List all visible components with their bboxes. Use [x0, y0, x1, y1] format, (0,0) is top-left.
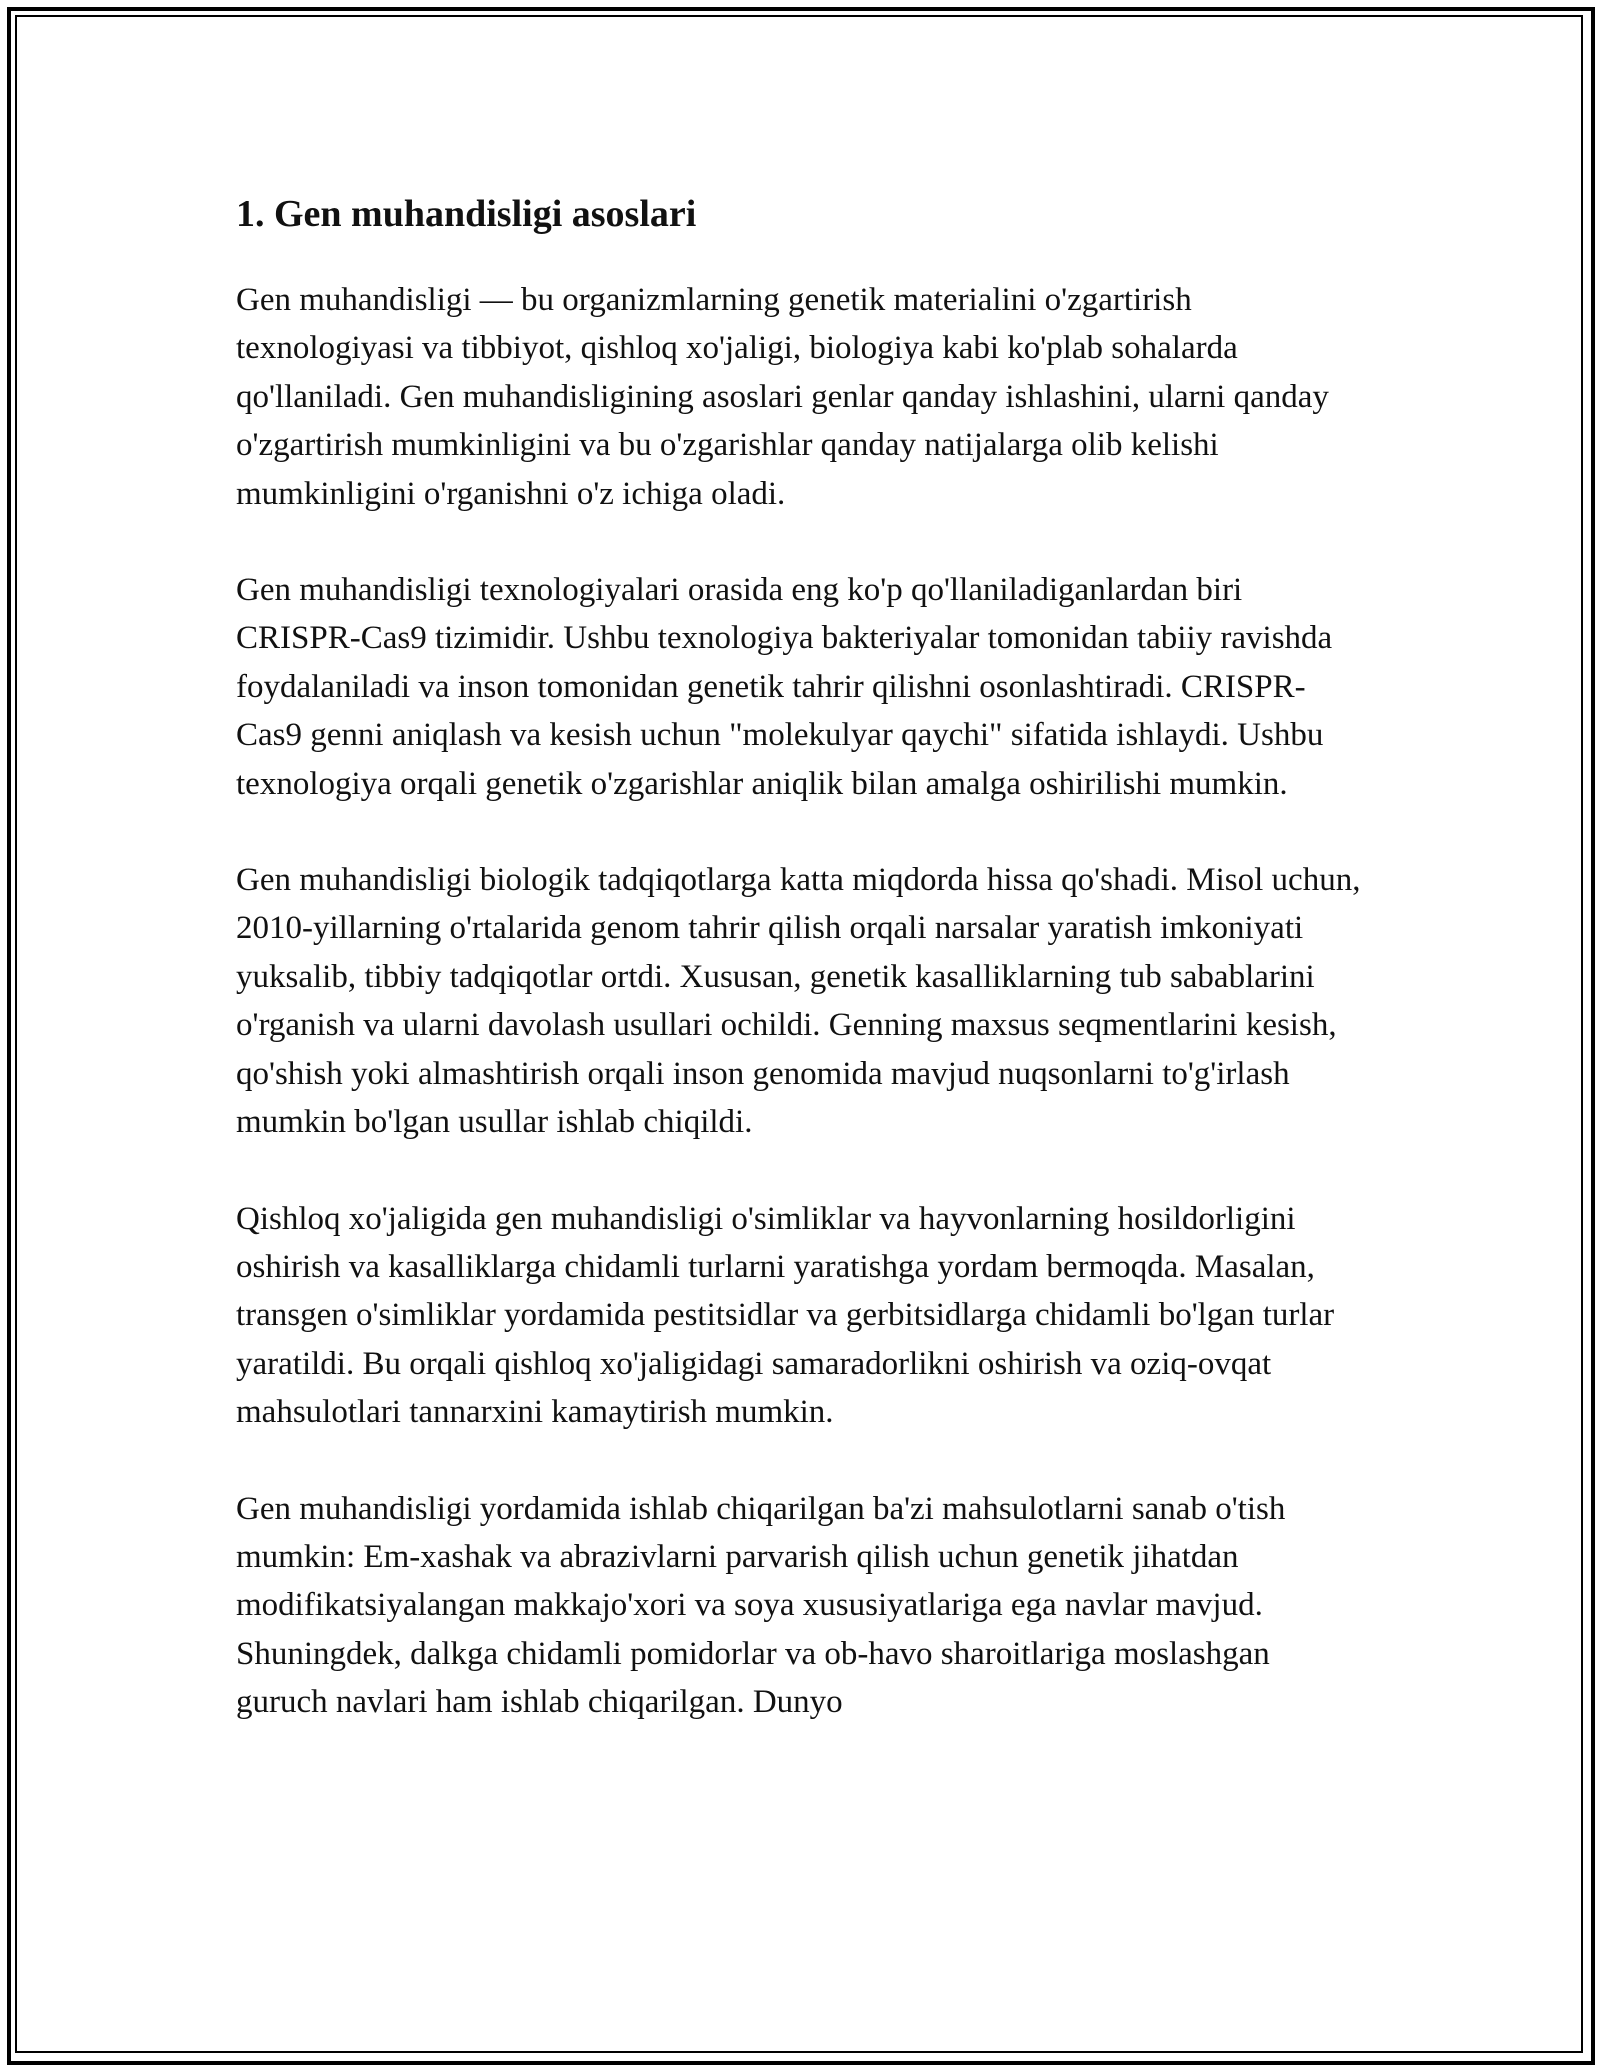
paragraph-1: Gen muhandisligi — bu organizmlarning genetik materialini o'zgartirish texnologiyasi va tibbiyot, qishloq xo'jaligi, biologiya kabi ko'plab sohalarda qo'llaniladi. Gen muhandisligining asoslari genlar qanday ishlashini, ularni qanday o'zgartirish mumkinligini va bu o'zgarishlar qanday natijalarga olib kelishi mumkinligini o'rganishni o'z ichiga oladi.	[236, 282, 1329, 512]
document-body	[236, 184, 1366, 1775]
paragraph-4: Qishloq xo'jaligida gen muhandisligi o'simliklar va hayvonlarning hosildorligini oshirish va kasalliklarga chidamli turlarni yaratishga yordam bermoqda. Masalan, transgen o'simliklar yordamida pestitsidlar va gerbitsidlarga chidamli bo'lgan turlar yaratildi. Bu orqali qishloq xo'jaligidagi samaradorlikni oshirish va oziq-ovqat mahsulotlari tannarxini kamaytirish mumkin.	[236, 1200, 1335, 1431]
paragraph-5: Gen muhandisligi yordamida ishlab chiqarilgan ba'zi mahsulotlarni sanab o'tish mumkin: Em-xashak va abrazivlarni parvarish qilish uchun genetik jihatdan modifikatsiyalangan makkajo'xori va soya xususiyatlariga ega navlar mavjud. Shuningdek, dalkga chidamli pomidorlar va ob-havo sharoitlariga moslashgan guruch navlari ham ishlab chiqarilgan. Dunyo	[236, 1490, 1286, 1721]
section-heading: 1. Gen muhandisligi asoslari	[236, 193, 697, 235]
paragraph-3: Gen muhandisligi biologik tadqiqotlarga katta miqdorda hissa qo'shadi. Misol uchun, 2010-yillarning o'rtalarida genom tahrir qilish orqali narsalar yaratish imkoniyati yuksalib, tibbiy tadqiqotlar ortdi. Xususan, genetik kasalliklarning tub sabablarini o'rganish va ularni davolash usullari ochildi. Genning maxsus seqmentlarini kesish, qo'shish yoki almashtirish orqali inson genomida mavjud nuqsonlarni to'g'irlash mumkin bo'lgan usullar ishlab chiqildi.	[236, 862, 1361, 1141]
paragraph-2: Gen muhandisligi texnologiyalari orasida eng ko'p qo'llaniladiganlardan biri CRISPR-Cas9 tizimidir. Ushbu texnologiya bakteriyalar tomonidan tabiiy ravishda foydalaniladi va inson tomonidan genetik tahrir qilishni osonlashtiradi. CRISPR-Cas9 genni aniqlash va kesish uchun "molekulyar qaychi" sifatida ishlaydi. Ushbu texnologiya orqali genetik o'zgarishlar aniqlik bilan amalga oshirilishi mumkin.	[236, 572, 1333, 802]
